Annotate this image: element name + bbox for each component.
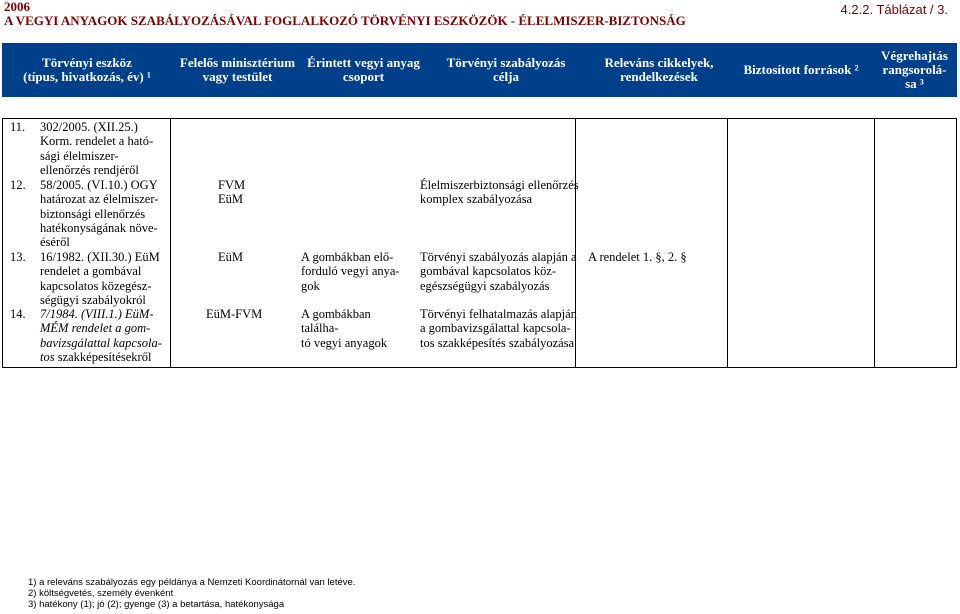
col-header-ministry: Felelős minisztérium vagy testület bbox=[179, 55, 296, 84]
grid-line bbox=[2, 367, 957, 368]
purpose-cell: Törvényi felhatalmazás alapján a gombavizsgálattal kapcsola- tos szakképesítés szabályozása bbox=[420, 307, 577, 350]
ministry-cell: EüM-FVM bbox=[206, 307, 263, 321]
instrument-cell bbox=[40, 307, 168, 364]
grid-line bbox=[727, 118, 728, 368]
footnote: 2) költségvetés, személy évenként bbox=[28, 588, 174, 600]
footnote: 3) hatékony (1); jó (2); gyenge (3) a betartása, hatékonysága bbox=[28, 599, 285, 611]
instrument-cell-tail: szakképesítésekről bbox=[54, 349, 152, 364]
document-title: A VEGYI ANYAGOK SZABÁLYOZÁSÁVAL FOGLALKOZÓ TÖRVÉNYI ESZKÖZÖK - ÉLELMISZER-BIZTONSÁG bbox=[4, 13, 686, 28]
footnote: 1) a releváns szabályozás egy példánya a Nemzeti Koordinátornál van letéve. bbox=[28, 577, 356, 588]
table-reference: 4.2.2. Táblázat / 3. bbox=[840, 2, 948, 17]
document-header bbox=[4, 0, 686, 28]
col-header-substance: Érintett vegyi anyag csoport bbox=[307, 55, 420, 84]
col-header-articles: Releváns cikkelyek, rendelkezések bbox=[604, 55, 714, 84]
col-header-instrument: Törvényi eszköz (típus, hivatkozás, év) ¹ bbox=[23, 55, 151, 84]
col-header-resources: Biztosított források ² bbox=[743, 62, 859, 77]
col-header-purpose: Törvényi szabályozás célja bbox=[446, 55, 566, 84]
instrument-cell-italic: 7/1984. (VIII.1.) EüM- MÉM rendelet a gom- bavizsgálattal kapcsola- tos bbox=[40, 307, 162, 364]
ministry-cell: EüM bbox=[218, 250, 243, 264]
grid-line bbox=[956, 118, 957, 368]
substance-cell: A gombákban találha- tó vegyi anyagok bbox=[301, 307, 388, 350]
grid-line bbox=[2, 118, 957, 119]
ministry-cell: FVM EüM bbox=[218, 178, 246, 207]
row-number: 12. bbox=[10, 178, 26, 192]
instrument-cell: 58/2005. (VI.10.) OGY határozat az élelmiszer- biztonsági ellenőrzés hatékonyságának növe- éséről bbox=[40, 178, 159, 250]
grid-line bbox=[874, 118, 875, 368]
data-table bbox=[2, 118, 957, 368]
document-year: 2006 bbox=[4, 0, 30, 14]
footnotes bbox=[28, 577, 355, 611]
row-number: 11. bbox=[10, 120, 26, 134]
col-header-priority: Végrehajtás rangsorolá- sa ³ bbox=[881, 48, 948, 91]
table-header-row bbox=[2, 43, 957, 97]
row-number: 14. bbox=[10, 307, 26, 321]
substance-cell: A gombákban elő- forduló vegyi anya- gok bbox=[301, 250, 400, 293]
articles-cell: A rendelet 1. §, 2. § bbox=[588, 250, 687, 264]
purpose-cell: Élelmiszerbiztonsági ellenőrzés komplex szabályozása bbox=[420, 178, 579, 207]
row-number: 13. bbox=[10, 250, 26, 264]
instrument-cell: 16/1982. (XII.30.) EüM rendelet a gombával kapcsolatos közegész- ségügyi szabályokról bbox=[40, 250, 160, 307]
instrument-cell: 302/2005. (XII.25.) Korm. rendelet a ható- sági élelmiszer- ellenőrzés rendjéről bbox=[40, 120, 154, 177]
purpose-cell: Törvényi szabályozás alapján a gombával kapcsolatos köz- egészségügyi szabályozás bbox=[420, 250, 577, 293]
grid-line bbox=[2, 118, 3, 368]
grid-line bbox=[170, 118, 171, 368]
